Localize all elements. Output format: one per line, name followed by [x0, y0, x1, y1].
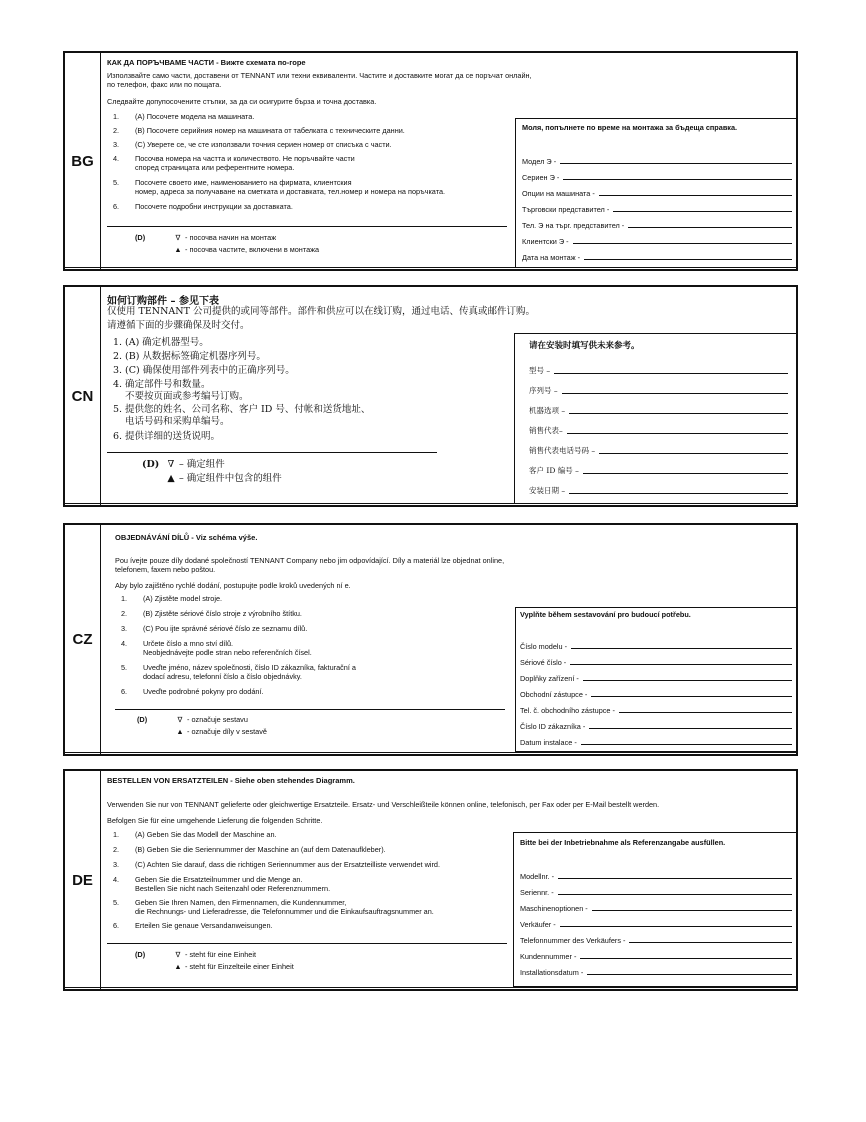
- reference-form: [515, 607, 798, 752]
- form-field[interactable]: 型号 –: [529, 356, 788, 376]
- steps-list: [113, 830, 513, 936]
- form-field[interactable]: Maschinenoptionen -: [520, 897, 792, 913]
- form-field[interactable]: 销售代表电话号码 –: [529, 436, 788, 456]
- list-item: 4. Geben Sie die Ersatzteilnummer und die Menge an. Bestellen Sie nicht nach Seitenzahl oder Referenznummern.: [113, 875, 331, 893]
- form-field[interactable]: Obchodní zástupce -: [520, 683, 792, 699]
- form-field[interactable]: 序列号 –: [529, 376, 788, 396]
- list-item: 2. (B) Geben Sie die Seriennummer der Maschine an (auf dem Datenaufkleber).: [113, 845, 386, 854]
- language-code: BG: [65, 53, 101, 269]
- intro-text: Pou ívejte pouze díly dodané společností TENNANT Company nebo jim odpovídající. Díly a materiál lze objednat online, telefonem, faxem nebo poštou.: [115, 556, 505, 574]
- follow-text: Aby bylo zajištěno rychlé dodání, postupujte podle kroků uvedených ní e.: [115, 581, 351, 590]
- list-item: 4. 确定部件号和数量。 不要按页面或参考编号订购。: [113, 379, 249, 402]
- form-field[interactable]: Модел Э -: [522, 150, 792, 166]
- bg-section: [63, 51, 798, 271]
- section-title: КАК ДА ПОРЪЧВАМЕ ЧАСТИ - Вижте схемата по-горе: [107, 58, 306, 67]
- legend-divider: [107, 226, 507, 227]
- open-triangle-icon: ∇: [167, 459, 175, 470]
- intro-text: Verwenden Sie nur von TENNANT gelieferte oder gleichwertige Ersatzteile. Ersatz- und Verschleißteile können online, telefonisch, per Fax oder per E-Mail bestellt werden.: [107, 800, 660, 809]
- language-code: DE: [65, 771, 101, 989]
- list-item: 2. (B) Zjistěte sériové číslo stroje z výrobního štítku.: [121, 609, 302, 618]
- section-title: BESTELLEN VON ERSATZTEILEN - Siehe oben stehendes Diagramm.: [107, 776, 355, 785]
- filled-triangle-icon: ▲: [174, 962, 182, 971]
- legend-divider: [107, 943, 507, 944]
- form-field[interactable]: 销售代表–: [529, 416, 788, 436]
- cz-section: [63, 523, 798, 756]
- list-item: 4. Посочва номера на частта и количеството. Не поръчвайте части според страницата или референтните номера.: [113, 154, 355, 172]
- de-section: [63, 769, 798, 991]
- list-item: 6. 提供详细的送货说明。: [113, 431, 221, 442]
- list-item: 2. (B) Посочете серийния номер на машината от табелката с техническите данни.: [113, 126, 405, 135]
- list-item: 3. (C) Уверете се, че сте използвали точния сериен номер от списъка с части.: [113, 140, 392, 149]
- list-item: 4. Určete číslo a mno ství dílů. Neobjednávejte podle stran nebo referenčních čísel.: [121, 639, 312, 657]
- list-item: 3. (C) 确保使用部件列表中的正确序列号。: [113, 365, 295, 376]
- filled-triangle-icon: ▲: [167, 473, 175, 484]
- list-item: 2. (B) 从数据标签确定机器序列号。: [113, 351, 266, 362]
- list-item: 5. 提供您的姓名、公司名称、客户 ID 号、付帐和送货地址、 电话号码和采购单编号。: [113, 404, 371, 427]
- form-field[interactable]: 客户 ID 编号 –: [529, 456, 788, 476]
- list-item: 1. (A) Geben Sie das Modell der Maschine an.: [113, 830, 277, 839]
- steps-list: [121, 594, 501, 702]
- list-item: 1. (A) Посочете модела на машината.: [113, 112, 255, 121]
- form-field[interactable]: Datum instalace -: [520, 731, 792, 747]
- legend-code: (D): [142, 459, 160, 470]
- legend-divider: [107, 452, 437, 453]
- list-item: 3. (C) Pou ijte správné sériové číslo ze seznamu dílů.: [121, 624, 308, 633]
- form-field[interactable]: Installationsdatum -: [520, 961, 792, 977]
- legend: (D) ∇ - steht für eine Einheit ▲ - steht für Einzelteile einer Einheit: [135, 950, 294, 971]
- open-triangle-icon: ∇: [177, 715, 183, 724]
- intro-text: 仅使用 TENNANT 公司提供的或同等部件。部件和供应可以在线订购，通过电话、传真或邮件订购。: [107, 306, 535, 317]
- legend: (D) ∇ - посочва начин на монтаж ▲ - посочва частите, включени в монтажа: [135, 233, 320, 254]
- form-field[interactable]: Verkäufer -: [520, 913, 792, 929]
- list-item: 1. (A) Zjistěte model stroje.: [121, 594, 223, 603]
- reference-form: [515, 118, 798, 268]
- form-field[interactable]: Číslo ID zákazníka -: [520, 715, 792, 731]
- form-field[interactable]: Kundennummer -: [520, 945, 792, 961]
- steps-list: [113, 112, 533, 216]
- list-item: 5. Посочете своето име, наименованието на фирмата, клиентския номер, адреса за получаване на сметката и доставката, тел.номер и номера на поръчката.: [113, 178, 446, 196]
- form-field[interactable]: Doplňky zařízení -: [520, 667, 792, 683]
- open-triangle-icon: ∇: [175, 233, 181, 242]
- follow-text: Befolgen Sie für eine umgehende Lieferung die folgenden Schritte.: [107, 816, 323, 825]
- form-field[interactable]: Seriennr. -: [520, 881, 792, 897]
- form-field[interactable]: Дата на монтаж -: [522, 246, 792, 262]
- list-item: 5. Geben Sie Ihren Namen, den Firmennamen, die Kundennummer, die Rechnungs- und Lieferadresse, die Telefonnummer und die Einkaufsauftragsnummer an.: [113, 898, 434, 916]
- open-triangle-icon: ∇: [175, 950, 181, 959]
- form-field[interactable]: Telefonnummer des Verkäufers -: [520, 929, 792, 945]
- list-item: 5. Uveďte jméno, název společnosti, číslo ID zákazníka, fakturační a dodací adresu, telefonní číslo a číslo objednávky.: [121, 663, 356, 681]
- filled-triangle-icon: ▲: [174, 245, 182, 254]
- follow-text: 请遵循下面的步骤确保及时交付。: [107, 320, 250, 331]
- form-field[interactable]: Тел. Э на търг. представител -: [522, 214, 792, 230]
- form-field[interactable]: 安装日期 –: [529, 476, 788, 496]
- legend-code: (D): [137, 715, 148, 724]
- legend: (D) ∇ - označuje sestavu ▲ - označuje díly v sestavě: [137, 715, 267, 736]
- list-item: 6. Посочете подробни инструкции за доставката.: [113, 202, 293, 211]
- form-field[interactable]: Търговски представител -: [522, 198, 792, 214]
- section-title: 如何订购部件 – 参见下表: [107, 296, 219, 307]
- form-field[interactable]: Modellnr. -: [520, 865, 792, 881]
- intro-text: Използвайте само части, доставени от TENNANT или техни еквиваленти. Частите и доставките могат да се поръчат онлайн, по телефон, факс или по пощата.: [107, 71, 532, 89]
- form-field[interactable]: 机器选项 –: [529, 396, 788, 416]
- reference-form: [513, 832, 798, 987]
- form-field[interactable]: Číslo modelu -: [520, 635, 792, 651]
- list-item: 6. Uveďte podrobné pokyny pro dodání.: [121, 687, 264, 696]
- form-title: 请在安装时填写供未来参考。: [529, 341, 640, 351]
- form-title: Bitte bei der Inbetriebnahme als Referenzangabe ausfüllen.: [520, 838, 726, 847]
- language-code: CZ: [65, 525, 101, 754]
- legend-divider: [115, 709, 505, 710]
- form-title: Vyplňte během sestavování pro budoucí potřebu.: [520, 610, 691, 619]
- steps-list: [113, 337, 483, 445]
- filled-triangle-icon: ▲: [176, 727, 184, 736]
- legend-code: (D): [135, 950, 146, 959]
- list-item: 6. Erteilen Sie genaue Versandanweisungen.: [113, 921, 273, 930]
- form-field[interactable]: Sériové číslo -: [520, 651, 792, 667]
- legend: (D) ∇ – 确定组件 ▲ – 确定组件中包含的组件: [142, 459, 282, 484]
- cn-section: [63, 285, 798, 507]
- form-field[interactable]: Tel. č. obchodního zástupce -: [520, 699, 792, 715]
- form-field[interactable]: Сериен Э -: [522, 166, 792, 182]
- legend-code: (D): [135, 233, 146, 242]
- form-title: Моля, попълнете по време на монтажа за бъдеща справка.: [522, 123, 738, 132]
- list-item: 1. (A) 确定机器型号。: [113, 337, 209, 348]
- list-item: 3. (C) Achten Sie darauf, dass die richtigen Seriennummer aus der Ersatzteilliste verwendet wird.: [113, 860, 440, 869]
- section-title: OBJEDNÁVÁNÍ DÍLŮ - Viz schéma výše.: [115, 533, 258, 542]
- follow-text: Следвайте допупосочените стъпки, за да си осигурите бърза и точна доставка.: [107, 97, 377, 106]
- form-field[interactable]: Опции на машината -: [522, 182, 792, 198]
- reference-form: [514, 333, 798, 504]
- form-field[interactable]: Клиентски Э -: [522, 230, 792, 246]
- language-code: CN: [65, 287, 101, 505]
